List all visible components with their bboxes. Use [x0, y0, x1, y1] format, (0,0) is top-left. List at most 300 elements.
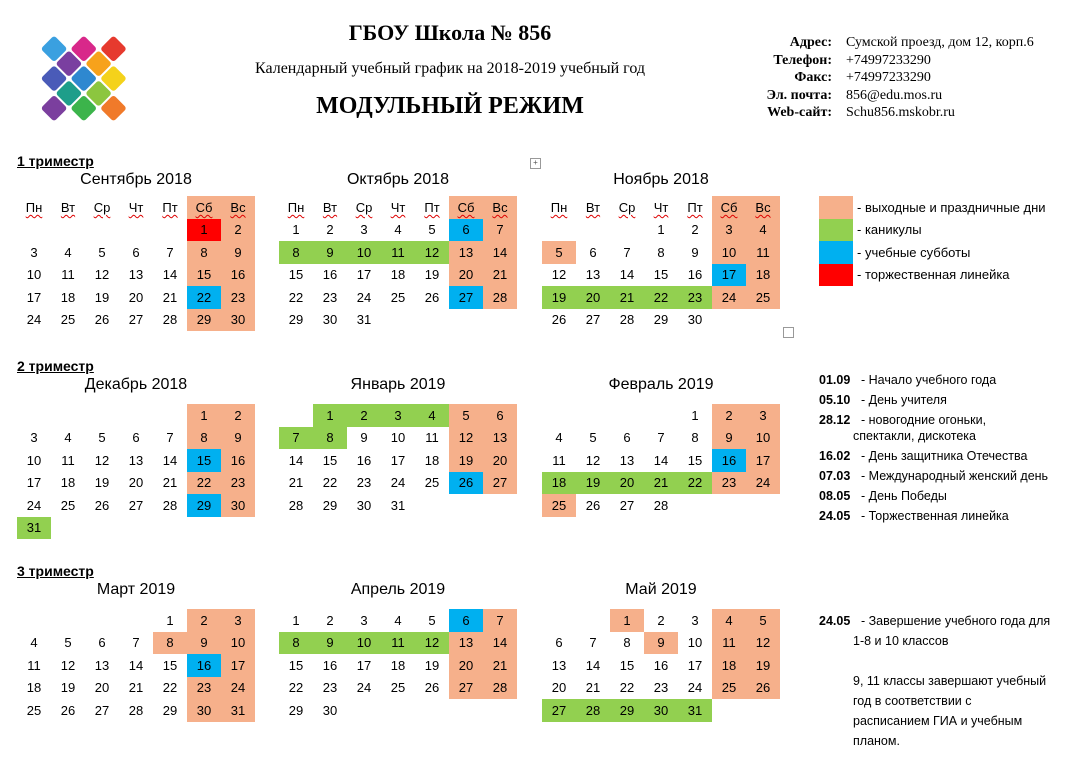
day-cell: 19 [542, 286, 576, 309]
empty-cell [17, 404, 51, 427]
day-cell: 15 [653, 267, 669, 283]
move-handle-icon[interactable]: + [530, 158, 541, 169]
empty-cell [51, 404, 85, 427]
day-name: Чт [653, 199, 669, 215]
day-cell: 1 [187, 404, 221, 427]
day-cell: 28 [576, 699, 610, 722]
day-name: Сб [712, 196, 746, 219]
event-item [819, 509, 1048, 523]
day-cell: 23 [187, 677, 221, 700]
day-cell: 8 [691, 430, 699, 446]
day-cell: 5 [64, 635, 72, 651]
day-cell: 17 [221, 654, 255, 677]
day-cell: 7 [483, 219, 517, 242]
day-cell: 25 [390, 289, 406, 305]
legend-swatch [819, 196, 853, 219]
empty-cell [119, 609, 153, 632]
day-cell: 1 [292, 612, 300, 628]
day-cell: 18 [390, 657, 406, 673]
day-cell: 17 [356, 657, 372, 673]
month-grid [17, 196, 255, 331]
day-cell: 9 [712, 427, 746, 450]
day-cell: 23 [221, 472, 255, 495]
legend-item [819, 264, 1046, 287]
day-cell: 5 [428, 612, 436, 628]
day-cell: 6 [98, 635, 106, 651]
day-cell: 3 [360, 612, 368, 628]
day-cell: 24 [746, 472, 780, 495]
event-date: 01.09 [819, 373, 851, 387]
day-cell: 10 [347, 632, 381, 655]
day-cell: 18 [390, 267, 406, 283]
schedule-subtitle: Календарный учебный график на 2018-2019 учебный год [255, 60, 645, 77]
day-cell: 26 [746, 677, 780, 700]
day-cell: 30 [322, 312, 338, 328]
legend-text: - выходные и праздничные дни [857, 199, 1046, 215]
day-cell: 1 [187, 219, 221, 242]
day-cell: 14 [288, 452, 304, 468]
day-cell: 15 [187, 264, 221, 287]
day-cell: 15 [619, 657, 635, 673]
day-cell: 3 [746, 404, 780, 427]
day-cell: 4 [64, 430, 72, 446]
month-grid [279, 609, 517, 722]
day-cell: 6 [555, 635, 563, 651]
contact-label: Телефон: [773, 52, 832, 68]
day-cell: 6 [589, 244, 597, 260]
day-cell: 20 [449, 654, 483, 677]
day-cell: 29 [288, 702, 304, 718]
empty-cell [610, 404, 644, 427]
day-cell: 29 [322, 497, 338, 513]
day-cell: 29 [288, 312, 304, 328]
day-cell: 5 [589, 430, 597, 446]
legend-item [819, 196, 1046, 219]
day-cell: 6 [449, 609, 483, 632]
event-date: 07.03 [819, 469, 851, 483]
day-cell: 12 [415, 632, 449, 655]
empty-cell [644, 404, 678, 427]
day-cell: 15 [288, 267, 304, 283]
day-cell: 27 [483, 472, 517, 495]
event-item [819, 373, 1048, 387]
day-cell: 18 [60, 289, 76, 305]
day-cell: 19 [424, 657, 440, 673]
final-note-line: 9, 11 классы завершают учебный [853, 674, 1047, 688]
day-cell: 6 [132, 244, 140, 260]
event-row [819, 373, 1048, 387]
day-cell: 8 [279, 632, 313, 655]
day-cell: 3 [30, 430, 38, 446]
day-cell: 1 [166, 612, 174, 628]
day-cell: 23 [678, 286, 712, 309]
empty-cell [51, 219, 85, 242]
day-name: Пн [287, 199, 305, 215]
day-cell: 1 [691, 407, 699, 423]
day-cell: 6 [132, 430, 140, 446]
day-cell: 11 [27, 657, 41, 673]
day-cell: 20 [128, 475, 144, 491]
day-cell: 2 [221, 219, 255, 242]
contact-label: Эл. почта: [766, 87, 832, 103]
day-cell: 23 [322, 289, 338, 305]
day-cell: 12 [94, 452, 110, 468]
day-cell: 24 [712, 286, 746, 309]
day-cell: 17 [390, 452, 406, 468]
event-text: - Начало учебного года [861, 373, 997, 387]
day-cell: 15 [322, 452, 338, 468]
day-cell: 16 [322, 657, 338, 673]
day-cell: 24 [221, 677, 255, 700]
day-cell: 28 [288, 497, 304, 513]
day-cell: 17 [26, 289, 42, 305]
month-title: Декабрь 2018 [84, 376, 188, 393]
day-cell: 4 [746, 219, 780, 242]
final-note-line: планом. [853, 734, 900, 748]
day-cell: 16 [687, 267, 703, 283]
day-name: Пн [25, 199, 43, 215]
day-cell: 3 [691, 612, 699, 628]
day-cell: 29 [162, 702, 178, 718]
day-cell: 22 [288, 680, 304, 696]
day-cell: 26 [551, 312, 567, 328]
day-cell: 14 [585, 657, 601, 673]
day-cell: 25 [390, 680, 406, 696]
day-cell: 25 [746, 286, 780, 309]
day-cell: 12 [449, 427, 483, 450]
day-cell: 24 [26, 497, 42, 513]
day-name: Сб [187, 196, 221, 219]
month-grid [542, 196, 780, 331]
day-cell: 1 [313, 404, 347, 427]
day-cell: 11 [381, 241, 415, 264]
contact-label: Факс: [794, 70, 832, 85]
month-grid [17, 609, 255, 722]
day-cell: 23 [322, 680, 338, 696]
day-cell: 31 [221, 699, 255, 722]
day-name: Чт [128, 199, 144, 215]
empty-cell [576, 404, 610, 427]
day-cell: 29 [610, 699, 644, 722]
day-cell: 15 [687, 452, 703, 468]
event-item [819, 413, 1048, 443]
day-cell: 5 [746, 609, 780, 632]
day-cell: 8 [187, 241, 221, 264]
day-name: Пт [162, 199, 178, 215]
month-grid [279, 404, 517, 517]
day-cell: 31 [17, 517, 51, 540]
day-cell: 14 [653, 452, 669, 468]
final-note-line: год в соответствии с [853, 694, 972, 708]
day-cell: 2 [712, 404, 746, 427]
day-cell: 22 [288, 289, 304, 305]
day-cell: 9 [187, 632, 221, 655]
day-cell: 12 [415, 241, 449, 264]
event-text: - Международный женский день [861, 469, 1049, 483]
day-cell: 21 [483, 264, 517, 287]
event-text-cont: спектакли, дискотека [853, 429, 976, 443]
event-text: - День защитника Отечества [861, 449, 1028, 463]
day-cell: 10 [687, 635, 703, 651]
day-cell: 23 [653, 680, 669, 696]
legend-text: - каникулы [857, 222, 922, 238]
event-item [819, 469, 1048, 483]
day-cell: 19 [424, 267, 440, 283]
day-cell: 24 [356, 289, 372, 305]
day-cell: 11 [61, 452, 75, 468]
event-text: - новогодние огоньки, [861, 413, 987, 427]
empty-cell [279, 404, 313, 427]
day-cell: 9 [313, 241, 347, 264]
trimester-label: 1 триместр [17, 153, 94, 169]
day-cell: 24 [356, 680, 372, 696]
day-cell: 19 [60, 680, 76, 696]
event-row [819, 413, 1048, 427]
day-cell: 15 [288, 657, 304, 673]
day-cell: 31 [390, 497, 406, 513]
day-cell: 28 [483, 677, 517, 700]
day-cell: 17 [687, 657, 703, 673]
empty-cell [119, 219, 153, 242]
day-cell: 18 [424, 452, 440, 468]
day-cell: 2 [221, 404, 255, 427]
day-name: Вт [60, 199, 76, 215]
day-cell: 22 [187, 286, 221, 309]
day-cell: 27 [449, 286, 483, 309]
contact-value: Schu856.mskobr.ru [846, 105, 955, 120]
empty-cell [542, 219, 576, 242]
day-cell: 20 [94, 680, 110, 696]
day-cell: 3 [381, 404, 415, 427]
day-cell: 12 [94, 267, 110, 283]
day-cell: 18 [26, 680, 42, 696]
day-cell: 11 [61, 267, 75, 283]
day-cell: 27 [128, 497, 144, 513]
empty-cell [153, 219, 187, 242]
legend-text: - торжественная линейка [857, 267, 1010, 283]
day-cell: 13 [551, 657, 567, 673]
day-cell: 11 [746, 241, 780, 264]
day-cell: 21 [483, 654, 517, 677]
day-cell: 21 [128, 680, 144, 696]
day-cell: 16 [322, 267, 338, 283]
day-cell: 2 [347, 404, 381, 427]
event-row [819, 393, 1048, 407]
day-cell: 28 [653, 497, 669, 513]
contact-value: +74997233290 [846, 70, 931, 85]
month-grid [542, 609, 780, 722]
day-cell: 16 [356, 452, 372, 468]
day-cell: 3 [712, 219, 746, 242]
day-cell: 22 [322, 475, 338, 491]
month-title: Февраль 2019 [608, 376, 714, 393]
day-cell: 26 [424, 680, 440, 696]
legend-item [819, 219, 1046, 242]
day-cell: 2 [326, 612, 334, 628]
month-title: Январь 2019 [350, 376, 446, 393]
event-date: 16.02 [819, 449, 851, 463]
day-cell: 22 [187, 472, 221, 495]
day-cell: 25 [542, 494, 576, 517]
day-cell: 21 [288, 475, 304, 491]
day-cell: 22 [644, 286, 678, 309]
day-cell: 12 [551, 267, 567, 283]
day-cell: 20 [576, 286, 610, 309]
event-item [819, 449, 1048, 463]
empty-cell [17, 609, 51, 632]
day-cell: 2 [657, 612, 665, 628]
day-cell: 13 [128, 267, 144, 283]
day-cell: 10 [746, 427, 780, 450]
day-cell: 6 [623, 430, 631, 446]
contact-label: Web-сайт: [767, 105, 832, 120]
month-title: Октябрь 2018 [346, 171, 450, 188]
day-cell: 19 [576, 472, 610, 495]
trimester-label: 3 триместр [17, 563, 94, 579]
day-cell: 4 [712, 609, 746, 632]
day-cell: 22 [162, 680, 178, 696]
empty-cell [576, 609, 610, 632]
day-cell: 20 [449, 264, 483, 287]
event-row [819, 469, 1048, 483]
day-name: Чт [390, 199, 406, 215]
day-cell: 21 [585, 680, 601, 696]
day-cell: 28 [162, 497, 178, 513]
month-title: Май 2019 [625, 581, 697, 598]
legend [819, 196, 1046, 286]
day-cell: 19 [746, 654, 780, 677]
empty-cell [85, 404, 119, 427]
day-cell: 19 [94, 289, 110, 305]
day-cell: 4 [555, 430, 563, 446]
day-cell: 16 [221, 264, 255, 287]
day-cell: 2 [691, 222, 699, 238]
day-cell: 19 [449, 449, 483, 472]
day-cell: 13 [94, 657, 110, 673]
day-cell: 31 [678, 699, 712, 722]
day-cell: 23 [712, 472, 746, 495]
day-cell: 4 [415, 404, 449, 427]
day-cell: 21 [162, 475, 178, 491]
day-cell: 13 [483, 427, 517, 450]
day-cell: 1 [610, 609, 644, 632]
day-cell: 16 [653, 657, 669, 673]
contact-value: 856@edu.mos.ru [846, 87, 943, 103]
day-cell: 4 [394, 222, 402, 238]
day-cell: 27 [619, 497, 635, 513]
day-cell: 12 [585, 452, 601, 468]
final-note-text: - Завершение учебного года для [861, 614, 1051, 628]
event-date: 24.05 [819, 509, 851, 523]
day-cell: 20 [551, 680, 567, 696]
day-cell: 27 [449, 677, 483, 700]
day-cell: 10 [221, 632, 255, 655]
month-title: Апрель 2019 [350, 581, 446, 598]
contact-value: Сумской проезд, дом 12, корп.6 [846, 35, 1034, 50]
day-cell: 25 [60, 312, 76, 328]
day-cell: 8 [187, 427, 221, 450]
empty-cell [17, 219, 51, 242]
day-cell: 8 [657, 244, 665, 260]
day-cell: 14 [619, 267, 635, 283]
event-row [819, 489, 1048, 503]
day-cell: 7 [166, 244, 174, 260]
day-cell: 11 [425, 430, 439, 446]
empty-cell [51, 609, 85, 632]
day-cell: 2 [326, 222, 334, 238]
day-cell: 21 [610, 286, 644, 309]
day-cell: 30 [644, 699, 678, 722]
day-cell: 10 [347, 241, 381, 264]
day-cell: 28 [619, 312, 635, 328]
month-grid [542, 404, 780, 517]
month-grid [279, 196, 517, 331]
day-cell: 4 [30, 635, 38, 651]
resize-handle-icon[interactable] [783, 327, 794, 338]
contact-block [740, 34, 1034, 122]
legend-swatch [819, 241, 853, 264]
day-cell: 26 [424, 289, 440, 305]
contact-label: Адрес: [789, 35, 832, 50]
day-cell: 28 [162, 312, 178, 328]
day-cell: 14 [128, 657, 144, 673]
final-note [819, 611, 1050, 751]
month-title: Сентябрь 2018 [80, 171, 192, 188]
day-cell: 14 [162, 267, 178, 283]
day-cell: 22 [678, 472, 712, 495]
day-cell: 29 [187, 309, 221, 332]
month-title: Март 2019 [96, 581, 176, 598]
day-name: Вс [221, 196, 255, 219]
day-cell: 24 [26, 312, 42, 328]
day-cell: 13 [449, 241, 483, 264]
day-name: Ср [93, 199, 111, 215]
day-cell: 7 [589, 635, 597, 651]
day-cell: 24 [687, 680, 703, 696]
day-cell: 1 [657, 222, 665, 238]
day-cell: 17 [356, 267, 372, 283]
day-cell: 14 [483, 632, 517, 655]
day-cell: 8 [623, 635, 631, 651]
day-cell: 5 [542, 241, 576, 264]
day-cell: 6 [483, 404, 517, 427]
month-title: Ноябрь 2018 [613, 171, 709, 188]
day-cell: 5 [98, 430, 106, 446]
day-cell: 27 [128, 312, 144, 328]
day-cell: 25 [60, 497, 76, 513]
empty-cell [542, 404, 576, 427]
event-date: 08.05 [819, 489, 851, 503]
day-cell: 5 [98, 244, 106, 260]
day-cell: 13 [128, 452, 144, 468]
day-cell: 17 [746, 449, 780, 472]
day-cell: 26 [585, 497, 601, 513]
final-note-cont: 1-8 и 10 классов [853, 634, 949, 648]
day-cell: 9 [691, 244, 699, 260]
day-cell: 28 [128, 702, 144, 718]
school-title: ГБОУ Школа № 856 [348, 20, 552, 45]
day-cell: 8 [279, 241, 313, 264]
empty-cell [85, 219, 119, 242]
legend-swatch [819, 219, 853, 242]
day-cell: 26 [94, 497, 110, 513]
day-name: Пт [687, 199, 703, 215]
day-cell: 9 [644, 632, 678, 655]
day-cell: 30 [687, 312, 703, 328]
day-cell: 30 [322, 702, 338, 718]
day-cell: 30 [221, 309, 255, 332]
event-row [819, 449, 1048, 463]
